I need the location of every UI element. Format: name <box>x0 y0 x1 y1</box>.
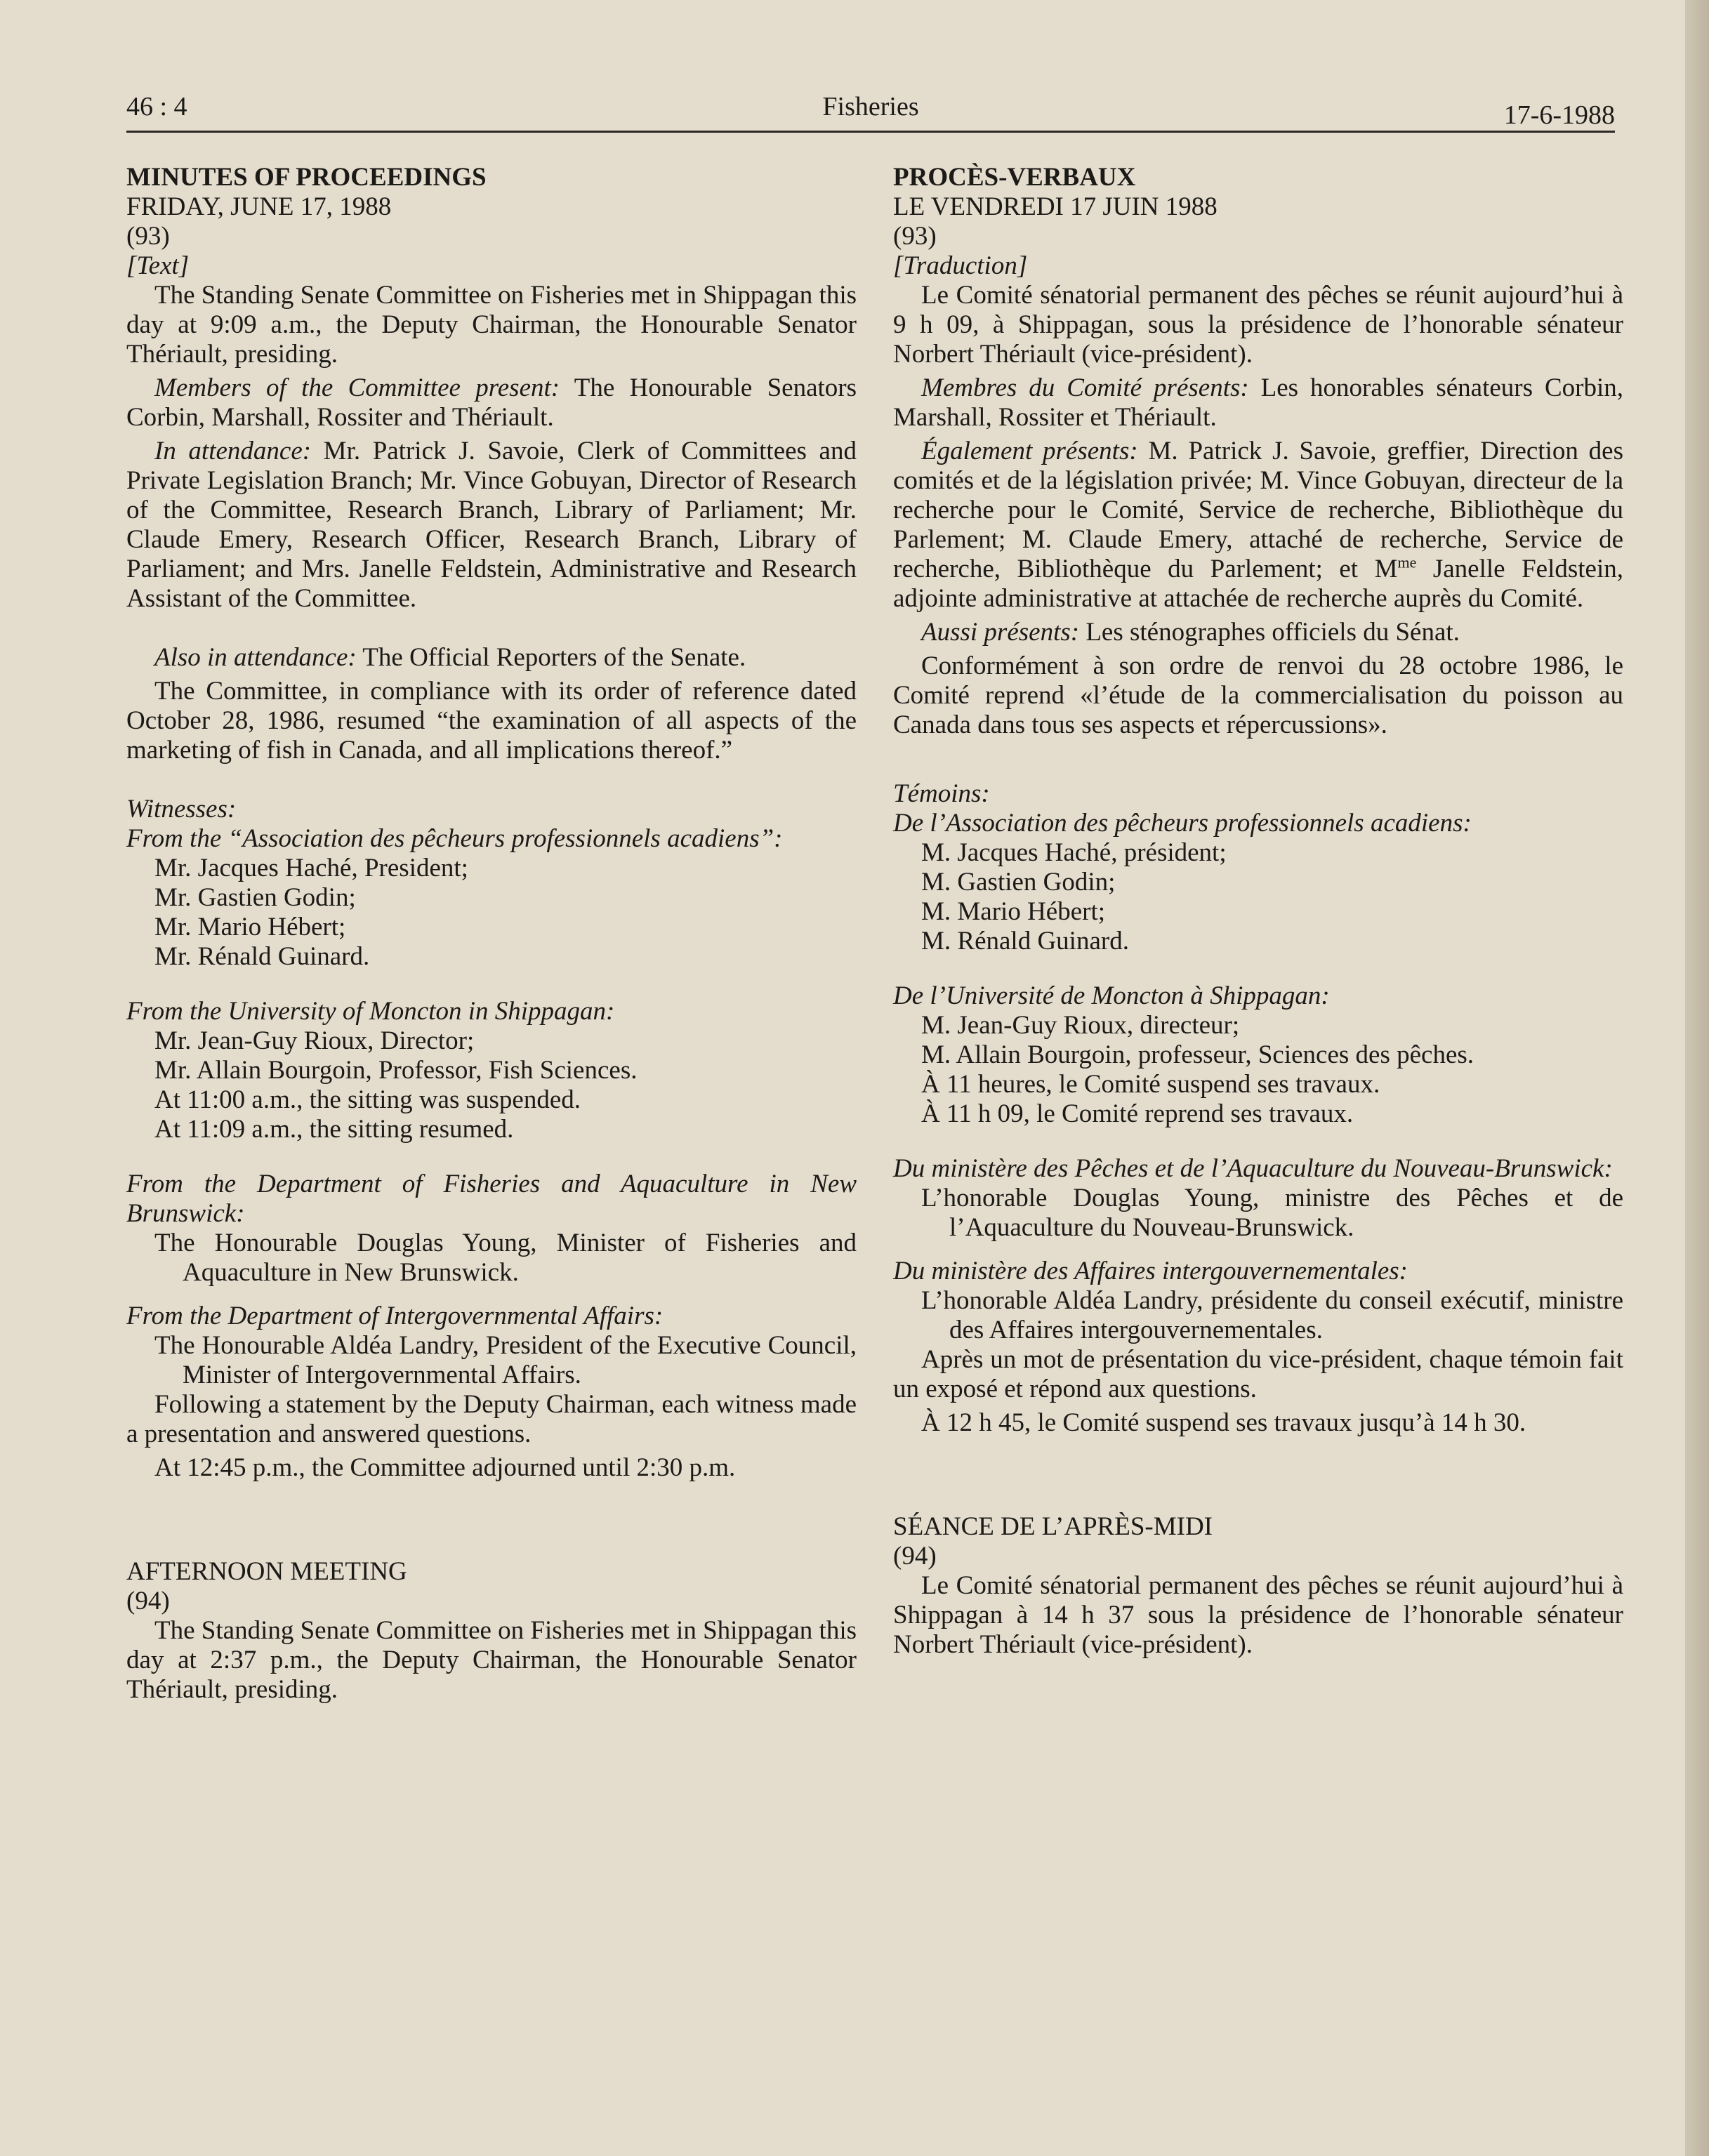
text-tag: [Traduction] <box>893 251 1028 280</box>
attendance-label: In attendance: <box>154 437 312 465</box>
list-item: À 11 heures, le Comité suspend ses travaux. <box>921 1070 1380 1099</box>
list-item: At 11:09 a.m., the sitting resumed. <box>154 1115 514 1144</box>
list-item: M. Rénald Guinard. <box>921 927 1129 955</box>
list-item: At 11:00 a.m., the sitting was suspended. <box>154 1085 581 1114</box>
list-item: Mr. Mario Hébert; <box>154 913 346 941</box>
attendance-label: Également présents: <box>921 437 1138 465</box>
also-attendance-paragraph <box>893 618 1623 647</box>
adjournment-paragraph: À 12 h 45, le Comité suspend ses travaux jusqu’à 14 h 30. <box>921 1408 1526 1437</box>
title-superscript: me <box>1397 553 1417 571</box>
reference-paragraph: The Committee, in compliance with its order of reference dated October 28, 1986, resumed “the examination of all aspects of the marketing of fish in Canada, and all implications thereof.” <box>126 677 857 765</box>
attendance-text: Mr. Patrick J. Savoie, Clerk of Committees and Private Legislation Branch; Mr. Vince Gobuyan, Director of Research of the Committee, Research Branch, Library of Parliament; Mr. Claude Emery, Research Officer, Research Branch, Library of Parliament; and Mrs. Janelle Feldstein, Administrative and Research Assistant of the Committee. <box>126 437 857 613</box>
list-item: M. Gastien Godin; <box>921 868 1116 897</box>
opening-paragraph: Le Comité sénatorial permanent des pêches se réunit aujourd’hui à 9 h 09, à Shippagan, sous la présidence de l’honorable sénateur Norbert Thériault (vice-président). <box>893 281 1623 369</box>
attendance-paragraph <box>126 437 857 614</box>
page-reference: 46 : 4 <box>126 92 187 121</box>
list-item: À 11 h 09, le Comité reprend ses travaux. <box>921 1099 1354 1128</box>
opening-paragraph: The Standing Senate Committee on Fisheries met in Shippagan this day at 9:09 a.m., the Deputy Chairman, the Honourable Senator Thériault, presiding. <box>126 281 857 369</box>
french-column <box>893 163 1623 1664</box>
meeting-number: (93) <box>126 222 170 251</box>
header-date: 17-6-1988 <box>1503 100 1615 130</box>
members-text: Les honorables sénateurs Corbin, Marshall, Rossiter et Thériault. <box>893 373 1623 432</box>
meeting-date: LE VENDREDI 17 JUIN 1988 <box>893 192 1218 221</box>
members-paragraph <box>126 373 857 432</box>
witnesses-label: Witnesses: <box>126 795 237 824</box>
witness-group-heading: From the Department of Intergovernmental Affairs: <box>126 1302 664 1330</box>
list-item: M. Allain Bourgoin, professeur, Sciences des pêches. <box>921 1040 1474 1069</box>
list-item: The Honourable Douglas Young, Minister of Fisheries and Aquaculture in New Brunswick. <box>154 1229 857 1287</box>
attendance-paragraph <box>893 437 1623 614</box>
also-attendance-text: The Official Reporters of the Senate. <box>356 643 746 672</box>
list-item: M. Jacques Haché, président; <box>921 838 1227 867</box>
section-heading: PROCÈS-VERBAUX <box>893 163 1136 192</box>
witness-group-heading: From the “Association des pêcheurs professionnels acadiens”: <box>126 824 783 853</box>
also-attendance-paragraph <box>126 643 857 673</box>
list-item: The Honourable Aldéa Landry, President of the Executive Council, Minister of Intergovernmental Affairs. <box>154 1331 857 1389</box>
members-paragraph <box>893 373 1623 432</box>
afternoon-paragraph: The Standing Senate Committee on Fisheries met in Shippagan this day at 2:37 p.m., the Deputy Chairman, the Honourable Senator Thériault, presiding. <box>126 1616 857 1704</box>
witness-group-heading: De l’Université de Moncton à Shippagan: <box>893 981 1330 1010</box>
list-item: Mr. Rénald Guinard. <box>154 942 370 971</box>
attendance-text-end: Janelle Feldstein, adjointe administrative at attachée de recherche auprès du Comité. <box>893 555 1623 613</box>
adjournment-paragraph: At 12:45 p.m., the Committee adjourned until 2:30 p.m. <box>154 1453 736 1482</box>
meeting-number: (94) <box>126 1587 170 1615</box>
also-attendance-label: Also in attendance: <box>154 643 357 672</box>
running-title: Fisheries <box>822 92 919 121</box>
afternoon-heading: SÉANCE DE L’APRÈS-MIDI <box>893 1512 1213 1541</box>
witness-group-heading: De l’Association des pêcheurs professionnels acadiens: <box>893 809 1472 838</box>
list-item: Mr. Jean-Guy Rioux, Director; <box>154 1026 475 1055</box>
reference-paragraph: Conformément à son ordre de renvoi du 28 octobre 1986, le Comité reprend «l’étude de la commercialisation du poisson au Canada dans tous ses aspects et répercussions». <box>893 652 1623 739</box>
english-column <box>126 163 857 1709</box>
afternoon-heading: AFTERNOON MEETING <box>126 1557 407 1586</box>
members-text: The Honourable Senators Corbin, Marshall, Rossiter and Thériault. <box>126 373 857 432</box>
also-attendance-label: Aussi présents: <box>921 618 1080 647</box>
list-item: Mr. Allain Bourgoin, Professor, Fish Sciences. <box>154 1056 638 1085</box>
meeting-date: FRIDAY, JUNE 17, 1988 <box>126 192 392 221</box>
list-item: M. Mario Hébert; <box>921 897 1106 926</box>
afternoon-paragraph: Le Comité sénatorial permanent des pêches se réunit aujourd’hui à Shippagan à 14 h 37 sous la présidence de l’honorable sénateur Norbert Thériault (vice-président). <box>893 1571 1623 1659</box>
list-item: L’honorable Aldéa Landry, présidente du conseil exécutif, ministre des Affaires intergouvernementales. <box>921 1286 1623 1344</box>
statement-paragraph: Following a statement by the Deputy Chairman, each witness made a presentation and answered questions. <box>126 1390 857 1448</box>
list-item: M. Jean-Guy Rioux, directeur; <box>921 1011 1240 1040</box>
witness-group-heading: From the University of Moncton in Shippagan: <box>126 997 615 1026</box>
meeting-number: (93) <box>893 222 937 251</box>
also-attendance-text: Les sténographes officiels du Sénat. <box>1079 618 1460 647</box>
list-item: Mr. Gastien Godin; <box>154 883 356 912</box>
section-heading: MINUTES OF PROCEEDINGS <box>126 163 487 192</box>
list-item: Mr. Jacques Haché, President; <box>154 854 468 882</box>
witness-group-heading: From the Department of Fisheries and Aquaculture in New Brunswick: <box>126 1170 857 1228</box>
statement-paragraph: Après un mot de présentation du vice-président, chaque témoin fait un exposé et répond aux questions. <box>893 1345 1623 1403</box>
attendance-text: M. Patrick J. Savoie, greffier, Direction des comités et de la législation privée; M. Vince Gobuyan, directeur de la recherche pour le Comité, Service de recherche, Bibliothèque du Parlement; M. Claude Emery, attaché de recherche, Service de recherche, Bibliothèque du Parlement; et M <box>893 437 1623 583</box>
meeting-number: (94) <box>893 1542 937 1570</box>
witness-group-heading: Du ministère des Affaires intergouvernementales: <box>893 1257 1408 1285</box>
witness-group-heading: Du ministère des Pêches et de l’Aquaculture du Nouveau-Brunswick: <box>893 1154 1613 1183</box>
page-header <box>126 91 1615 133</box>
text-tag: [Text] <box>126 251 190 280</box>
members-label: Membres du Comité présents: <box>921 373 1249 402</box>
witnesses-label: Témoins: <box>893 779 990 808</box>
list-item: L’honorable Douglas Young, ministre des Pêches et de l’Aquaculture du Nouveau-Brunswick. <box>921 1184 1623 1242</box>
members-label: Members of the Committee present: <box>154 373 560 402</box>
page-edge <box>1685 0 1709 2156</box>
